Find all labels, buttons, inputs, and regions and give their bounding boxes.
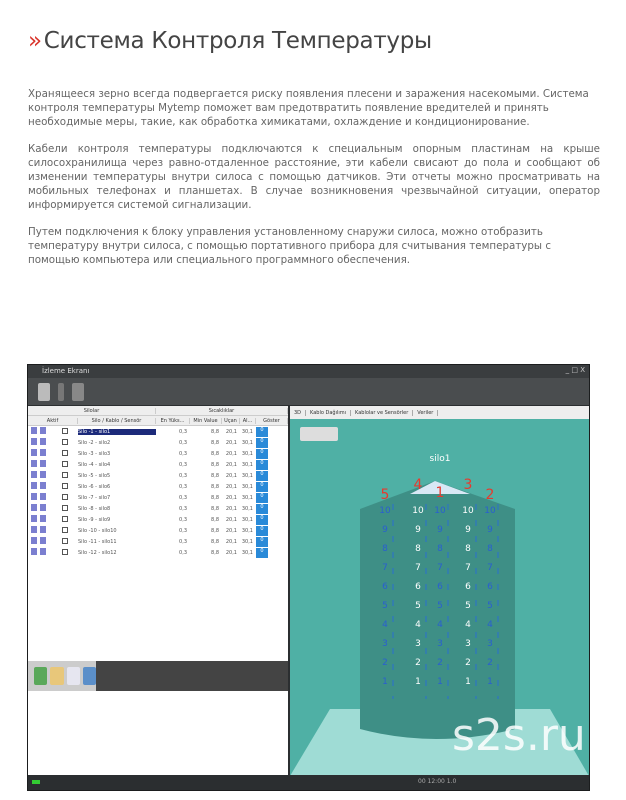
active-checkbox[interactable] (62, 472, 68, 478)
show-value[interactable]: 0 (256, 438, 268, 448)
col-al[interactable]: Al... (240, 418, 256, 424)
min-value: 8,8 (211, 428, 219, 435)
sensor-value[interactable]: 8 (415, 544, 421, 554)
excel-icon[interactable] (34, 667, 47, 685)
max-value: 0,3 (179, 450, 187, 457)
sensor-value[interactable]: 5 (487, 601, 493, 611)
sensor-value[interactable]: 9 (437, 525, 443, 535)
sensor-value[interactable]: 8 (437, 544, 443, 554)
expand-icon[interactable] (31, 548, 37, 555)
silo-label: silo1 (429, 454, 451, 464)
sensor-value[interactable]: 1 (415, 677, 421, 687)
sensor-value[interactable]: 3 (437, 639, 443, 649)
window-controls[interactable]: _ □ X (565, 366, 585, 374)
active-checkbox[interactable] (62, 549, 68, 555)
sensor-value[interactable]: 1 (437, 677, 443, 687)
min-value: 8,8 (211, 549, 219, 556)
min-value: 8,8 (211, 450, 219, 457)
avg-value: 20,1 (225, 538, 237, 545)
sensor-value[interactable]: 6 (382, 582, 388, 592)
view-tab[interactable]: 3D (290, 410, 306, 416)
sensor-value[interactable]: 1 (382, 677, 388, 687)
col-avg[interactable]: Uçan (222, 418, 240, 424)
min-value: 8,8 (211, 494, 219, 501)
show-value[interactable]: 0 (256, 449, 268, 459)
sensor-value[interactable]: 3 (382, 639, 388, 649)
avg-value: 20,1 (225, 439, 237, 446)
active-checkbox[interactable] (62, 505, 68, 511)
sensor-value[interactable]: 5 (382, 601, 388, 611)
silo-icon (40, 460, 46, 467)
table-row[interactable] (28, 514, 288, 525)
view-tabs (290, 406, 589, 419)
active-checkbox[interactable] (62, 439, 68, 445)
body-text (28, 87, 600, 280)
silo-name[interactable]: Silo -4 - silo4 (78, 461, 111, 468)
table-row[interactable] (28, 536, 288, 547)
silo-icon (40, 548, 46, 555)
max-value: 0,3 (179, 461, 187, 468)
silo-icon (40, 438, 46, 445)
sensor-value[interactable]: 5 (465, 601, 471, 611)
sensor-value[interactable]: 8 (465, 544, 471, 554)
max-value: 0,3 (179, 472, 187, 479)
active-checkbox[interactable] (62, 527, 68, 533)
avg-value: 20,1 (225, 516, 237, 523)
silo-icon (40, 526, 46, 533)
cable-number: 5 (380, 487, 390, 503)
max-value: 0,3 (179, 483, 187, 490)
expand-icon[interactable] (31, 537, 37, 544)
sensor-value[interactable]: 4 (437, 620, 443, 630)
silo-icon (40, 504, 46, 511)
sensor-value[interactable]: 2 (437, 658, 443, 668)
min-value: 8,8 (211, 472, 219, 479)
sensor-value[interactable]: 3 (487, 639, 493, 649)
silo-name[interactable]: Silo -1 - silo1 (78, 429, 156, 435)
al-value: 30,1 (241, 527, 253, 534)
col-max[interactable]: En Yüks... (156, 418, 190, 424)
show-value[interactable]: 0 (256, 471, 268, 481)
silo-name[interactable]: Silo -7 - silo7 (78, 494, 111, 501)
sensor-value[interactable]: 10 (434, 506, 446, 516)
sensor-value[interactable]: 9 (382, 525, 388, 535)
table-row[interactable] (28, 492, 288, 503)
page-title (28, 28, 432, 54)
expand-icon[interactable] (31, 460, 37, 467)
al-value: 30,1 (241, 461, 253, 468)
table-row[interactable] (28, 547, 288, 558)
max-value: 0,3 (179, 428, 187, 435)
sensor-value[interactable]: 3 (465, 639, 471, 649)
table-row[interactable] (28, 437, 288, 448)
silo-table (28, 406, 288, 661)
sensor-value[interactable]: 2 (487, 658, 493, 668)
avg-value: 20,1 (225, 428, 237, 435)
table-row[interactable] (28, 481, 288, 492)
al-value: 30,1 (241, 494, 253, 501)
toolbar (28, 378, 589, 405)
sensor-value[interactable]: 10 (412, 506, 424, 516)
header-silos: Silolar (28, 408, 156, 414)
silo-icon (40, 482, 46, 489)
expand-icon[interactable] (31, 493, 37, 500)
expand-icon[interactable] (31, 438, 37, 445)
avg-value: 20,1 (225, 472, 237, 479)
silo-name[interactable]: Silo -6 - silo6 (78, 483, 111, 490)
expand-icon[interactable] (31, 471, 37, 478)
header-temps: Sıcaklıklar (156, 408, 288, 414)
silo-icon (40, 471, 46, 478)
show-value[interactable]: 0 (256, 515, 268, 525)
cable-number: 4 (413, 477, 423, 493)
view-tab[interactable]: Veriler (413, 410, 438, 416)
min-value: 8,8 (211, 538, 219, 545)
avg-value: 20,1 (225, 483, 237, 490)
sensor-value[interactable]: 5 (415, 601, 421, 611)
active-checkbox[interactable] (62, 450, 68, 456)
al-value: 30,1 (241, 439, 253, 446)
paragraph-2: Кабели контроля температуры подключаются к специальным опорным пластинам на крыше силосохранилища через равно-отдаленное расстояние, эти кабели свисают до пола и сообщают об изменении температуры внутри силоса с помощью датчиков. Эти отчеты можно просматривать на мобильных телефонах и планшетах. В случае возникновения чрезвычайной ситуации, оператор информируется системой сигнализации. (28, 143, 600, 211)
silo-icon (40, 493, 46, 500)
sensor-value[interactable]: 9 (465, 525, 471, 535)
max-value: 0,3 (179, 538, 187, 545)
al-value: 30,1 (241, 450, 253, 457)
status-bar (28, 775, 589, 790)
sensor-value[interactable]: 10 (484, 506, 496, 516)
show-value[interactable]: 0 (256, 548, 268, 558)
edit-icon[interactable] (50, 667, 63, 685)
sensor-value[interactable]: 7 (465, 563, 471, 573)
view-tab[interactable]: Kablo Dağılımı (306, 410, 351, 416)
sensor-value[interactable]: 8 (382, 544, 388, 554)
view-button[interactable] (300, 427, 338, 441)
sensor-value[interactable]: 4 (415, 620, 421, 630)
active-checkbox[interactable] (62, 483, 68, 489)
col-active[interactable]: Aktif (28, 418, 78, 424)
window-titlebar (28, 365, 589, 378)
html-export-icon[interactable] (83, 667, 96, 685)
al-value: 30,1 (241, 516, 253, 523)
sensor-value[interactable]: 1 (465, 677, 471, 687)
active-checkbox[interactable] (62, 461, 68, 467)
avg-value: 20,1 (225, 461, 237, 468)
min-value: 8,8 (211, 505, 219, 512)
table-row[interactable] (28, 470, 288, 481)
sensor-value[interactable]: 7 (415, 563, 421, 573)
cable-number: 1 (435, 485, 445, 501)
expand-icon[interactable] (31, 449, 37, 456)
watermark: s2s.ru (452, 710, 586, 761)
plug-icon[interactable] (38, 383, 50, 401)
max-value: 0,3 (179, 527, 187, 534)
show-value[interactable]: 0 (256, 526, 268, 536)
show-value[interactable]: 0 (256, 537, 268, 547)
min-value: 8,8 (211, 516, 219, 523)
avg-value: 20,1 (225, 505, 237, 512)
sensor-value[interactable]: 6 (415, 582, 421, 592)
document-icon[interactable] (67, 667, 80, 685)
paragraph-1: Хранящееся зерно всегда подвергается риску появления плесени и заражения насекомыми. Система контроля температуры Mytemp поможет вам предотвратить появление вредителей и принять необходимые меры, такие, как обработка химикатами, охлаждение и кондиционирование. (28, 88, 589, 128)
active-checkbox[interactable] (62, 428, 68, 434)
avg-value: 20,1 (225, 450, 237, 457)
sensor-value[interactable]: 7 (487, 563, 493, 573)
silo-name[interactable]: Silo -5 - silo5 (78, 472, 111, 479)
unplug-icon[interactable] (58, 383, 64, 401)
sensor-value[interactable]: 7 (437, 563, 443, 573)
al-value: 30,1 (241, 538, 253, 545)
export-tabs (28, 661, 288, 691)
paragraph-3: Путем подключения к блоку управления установленному снаружи силоса, можно отобразить температуру внутри силоса, с помощью портативного прибора для считывания температуры с помощью компьютера или специального программного обеспечения. (28, 226, 551, 266)
silo-name[interactable]: Silo -9 - silo9 (78, 516, 111, 523)
silo-name[interactable]: Silo -2 - silo2 (78, 439, 111, 446)
silo-icon (40, 515, 46, 522)
active-checkbox[interactable] (62, 494, 68, 500)
page-title-text: Система Контроля Температуры (43, 28, 432, 54)
table-row[interactable] (28, 459, 288, 470)
min-value: 8,8 (211, 527, 219, 534)
silo-name[interactable]: Silo -10 - silo10 (78, 527, 117, 534)
sensor-value[interactable]: 3 (415, 639, 421, 649)
sensor-value[interactable]: 7 (382, 563, 388, 573)
details-panel (28, 691, 288, 776)
al-value: 30,1 (241, 483, 253, 490)
silo-icon (40, 427, 46, 434)
expand-icon[interactable] (31, 482, 37, 489)
silo-name[interactable]: Silo -3 - silo3 (78, 450, 111, 457)
show-value[interactable]: 0 (256, 493, 268, 503)
sensor-value[interactable]: 6 (437, 582, 443, 592)
al-value: 30,1 (241, 472, 253, 479)
min-value: 8,8 (211, 483, 219, 490)
cable-number: 3 (463, 477, 473, 493)
sensor-value[interactable]: 10 (462, 506, 474, 516)
sensor-value[interactable]: 2 (465, 658, 471, 668)
sensor-value[interactable]: 4 (382, 620, 388, 630)
sensor-value[interactable]: 6 (465, 582, 471, 592)
table-row[interactable] (28, 426, 288, 437)
col-show[interactable]: Göster (256, 418, 288, 424)
show-value[interactable]: 0 (256, 482, 268, 492)
avg-value: 20,1 (225, 494, 237, 501)
chevron-icon: » (28, 28, 42, 54)
max-value: 0,3 (179, 494, 187, 501)
view-tab[interactable]: Kablolar ve Sensörler (351, 410, 413, 416)
expand-icon[interactable] (31, 427, 37, 434)
active-checkbox[interactable] (62, 538, 68, 544)
al-value: 30,1 (241, 428, 253, 435)
expand-icon[interactable] (31, 526, 37, 533)
max-value: 0,3 (179, 439, 187, 446)
al-value: 30,1 (241, 505, 253, 512)
sensor-value[interactable]: 9 (487, 525, 493, 535)
silo-name[interactable]: Silo -12 - silo12 (78, 549, 117, 556)
active-checkbox[interactable] (62, 516, 68, 522)
sensor-value[interactable]: 4 (487, 620, 493, 630)
sensor-value[interactable]: 5 (437, 601, 443, 611)
sensor-value[interactable]: 1 (487, 677, 493, 687)
sensor-value[interactable]: 9 (415, 525, 421, 535)
avg-value: 20,1 (225, 549, 237, 556)
window-title: İzleme Ekranı (42, 367, 90, 375)
max-value: 0,3 (179, 505, 187, 512)
avg-value: 20,1 (225, 527, 237, 534)
cable-number: 2 (485, 487, 495, 503)
sensor-value[interactable]: 4 (465, 620, 471, 630)
al-value: 30,1 (241, 549, 253, 556)
silo-name[interactable]: Silo -8 - silo8 (78, 505, 111, 512)
show-value[interactable]: 0 (256, 427, 268, 437)
sensor-value[interactable]: 2 (415, 658, 421, 668)
col-name[interactable]: Silo / Kablo / Sensör (78, 418, 156, 424)
show-value[interactable]: 0 (256, 460, 268, 470)
silo-icon (40, 537, 46, 544)
sensor-value[interactable]: 8 (487, 544, 493, 554)
table-row[interactable] (28, 448, 288, 459)
database-icon[interactable] (72, 383, 84, 401)
silo-name[interactable]: Silo -11 - silo11 (78, 538, 117, 545)
table-row[interactable] (28, 525, 288, 536)
max-value: 0,3 (179, 516, 187, 523)
expand-icon[interactable] (31, 504, 37, 511)
min-value: 8,8 (211, 439, 219, 446)
min-value: 8,8 (211, 461, 219, 468)
max-value: 0,3 (179, 549, 187, 556)
show-value[interactable]: 0 (256, 504, 268, 514)
expand-icon[interactable] (31, 515, 37, 522)
silo-icon (40, 449, 46, 456)
table-row[interactable] (28, 503, 288, 514)
sensor-value[interactable]: 10 (379, 506, 391, 516)
status-led-icon (32, 780, 40, 784)
sensor-value[interactable]: 2 (382, 658, 388, 668)
col-min[interactable]: Min Value (190, 418, 222, 424)
sensor-value[interactable]: 6 (487, 582, 493, 592)
status-text: 00 12:00 1.0 (418, 778, 457, 785)
